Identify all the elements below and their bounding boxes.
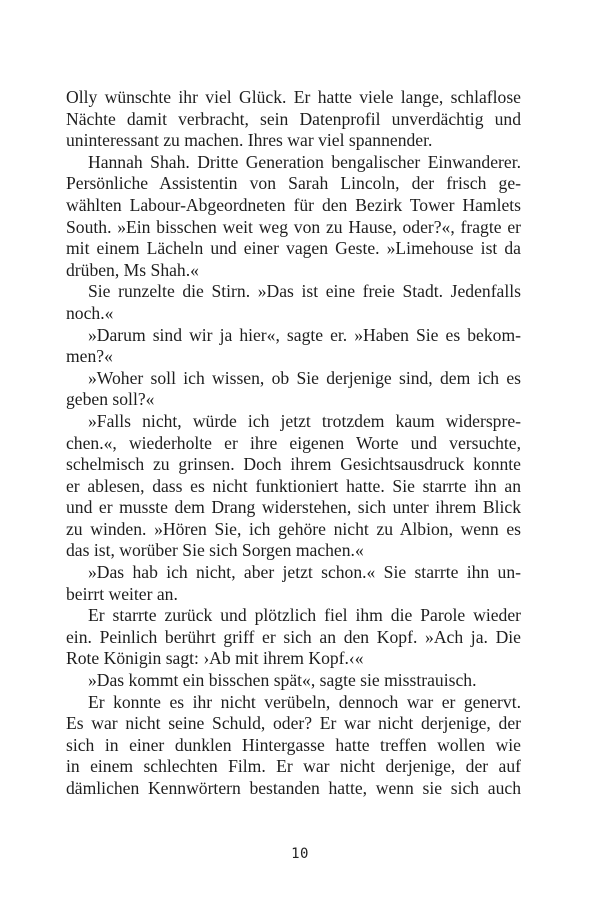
- text-line: Hannah Shah. Dritte Generation bengalischer Einwanderer.: [88, 151, 521, 172]
- text-line: »Falls nicht, würde ich jetzt trotzdem kaum widerspre-: [88, 410, 521, 431]
- text-line: »Das kommt ein bisschen spät«, sagte sie misstrauisch.: [88, 670, 477, 691]
- text-line: Persönliche Assistentin von Sarah Lincoln, der frisch ge-: [66, 173, 521, 194]
- text-line: wählten Labour-Abgeordneten für den Bezirk Tower Hamlets: [66, 194, 521, 215]
- body-text: [66, 87, 521, 800]
- text-line: men?«: [66, 346, 113, 367]
- text-line: er ablesen, dass es nicht funktioniert hatte. Sie starrte ihn an: [66, 475, 521, 496]
- text-line: geben soll?«: [66, 389, 155, 410]
- text-line: noch.«: [66, 302, 114, 323]
- text-line: Sie runzelte die Stirn. »Das ist eine freie Stadt. Jedenfalls: [88, 281, 521, 302]
- text-line: dämlichen Kennwörtern bestanden hatte, wenn sie sich auch: [66, 778, 521, 798]
- text-line: Rote Königin sagt: ›Ab mit ihrem Kopf.‹«: [66, 648, 364, 669]
- text-line: Olly wünschte ihr viel Glück. Er hatte viele lange, schlaflose: [66, 87, 521, 107]
- text-line: beirrt weiter an.: [66, 583, 178, 604]
- text-line: in einem schlechten Film. Er war nicht derjenige, der auf: [66, 756, 521, 777]
- text-line: Es war nicht seine Schuld, oder? Er war nicht derjenige, der: [66, 713, 521, 734]
- text-line: drüben, Ms Shah.«: [66, 259, 199, 280]
- text-line: das ist, worüber Sie sich Sorgen machen.«: [66, 540, 364, 561]
- text-line: »Das hab ich nicht, aber jetzt schon.« Sie starrte ihn un-: [88, 562, 521, 583]
- text-line: sich in einer dunklen Hintergasse hatte treffen wollen wie: [66, 734, 521, 755]
- text-line: mit einem Lächeln und einer vagen Geste. »Limehouse ist da: [66, 238, 521, 259]
- text-line: ein. Peinlich berührt griff er sich an den Kopf. »Ach ja. Die: [66, 626, 521, 647]
- text-line: South. »Ein bisschen weit weg von zu Hause, oder?«, fragte er: [66, 216, 521, 237]
- text-line: schelmisch zu grinsen. Doch ihrem Gesichtsausdruck konnte: [66, 454, 521, 475]
- page-number: 10: [291, 846, 309, 862]
- text-line: Nächte damit verbracht, sein Datenprofil unverdächtig und: [66, 108, 521, 129]
- text-line: »Woher soll ich wissen, ob Sie derjenige sind, dem ich es: [88, 367, 521, 388]
- text-line: und er musste dem Drang widerstehen, sich unter ihrem Blick: [66, 497, 521, 518]
- text-line: zu winden. »Hören Sie, ich gehöre nicht zu Albion, wenn es: [66, 518, 521, 539]
- text-line: Er konnte es ihr nicht verübeln, dennoch war er genervt.: [88, 691, 521, 712]
- text-line: uninteressant zu machen. Ihres war viel spannender.: [66, 130, 433, 151]
- text-line: »Darum sind wir ja hier«, sagte er. »Haben Sie es bekom-: [88, 324, 521, 345]
- text-line: Er starrte zurück und plötzlich fiel ihm die Parole wieder: [88, 605, 521, 626]
- text-line: chen.«, wiederholte er ihre eigenen Worte und versuchte,: [66, 432, 521, 453]
